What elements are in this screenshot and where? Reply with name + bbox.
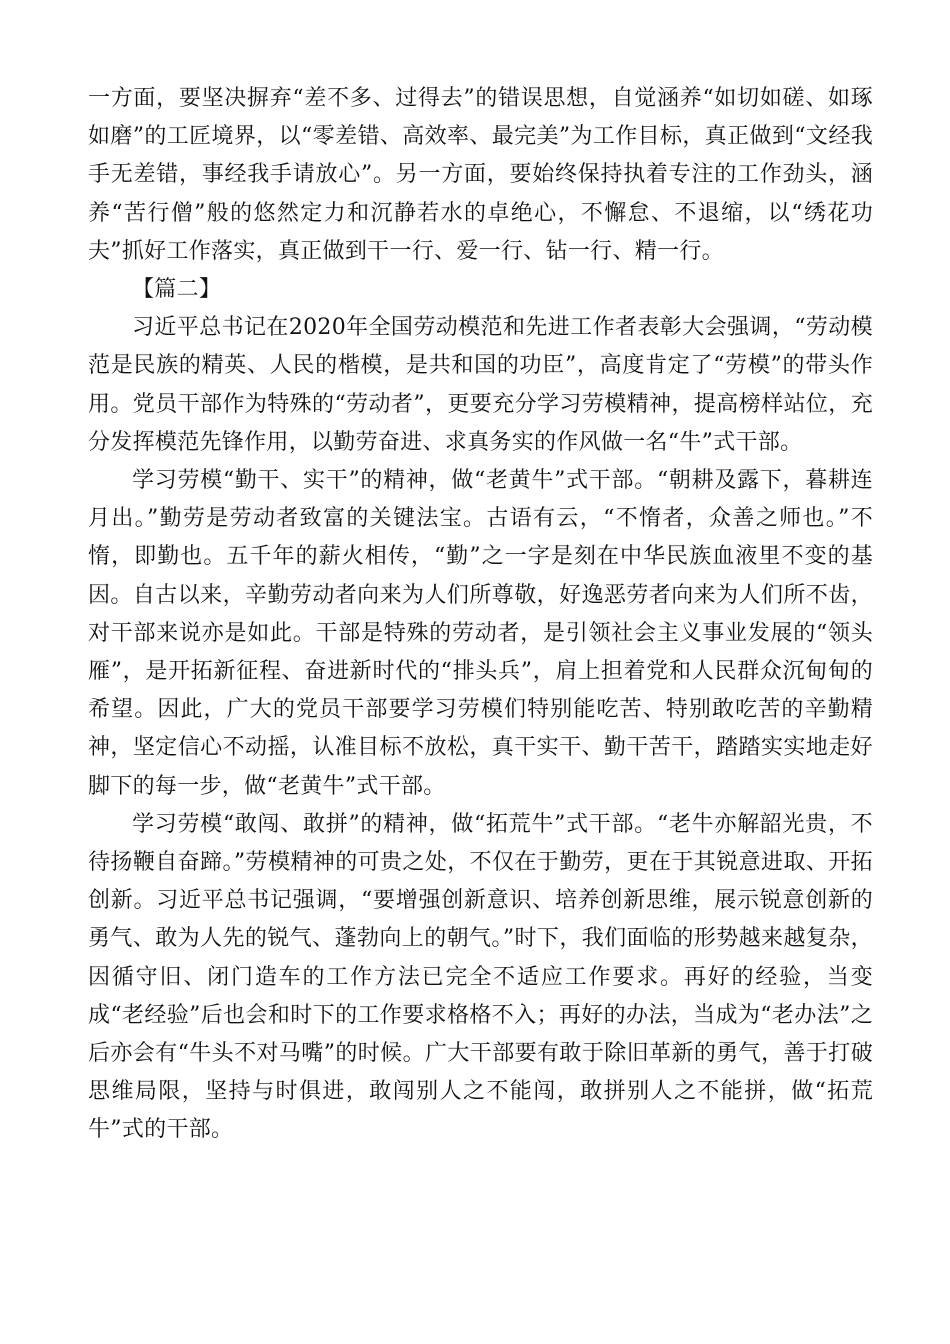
section-heading: 【篇二】: [132, 277, 222, 303]
paragraph-pioneer-ox: 学习劳模“敢闯、敢拼”的精神，做“拓荒牛”式干部。“老牛亦解韶光贵，不待扬鞭自奋蹄。”劳模精神的可贵之处，不仅在于勤劳，更在于其锐意进取、开拓创新。习近平总书记强调，“要增强创新意识、培养创新思维，展示锐意创新的勇气、敢为人先的锐气、蓬勃向上的朝气。”时下，我们面临的形势越来越复杂，因循守旧、闭门造车的工作方法已完全不适应工作要求。再好的经验，当变成“老经验”后也会和时下的工作要求格格不入；再好的办法，当成为“老办法”之后亦会有“牛头不对马嘴”的时候。广大干部要有敢于除旧革新的勇气，善于打破思维局限，坚持与时俱进，敢闯别人之不能闯，敢拼别人之不能拼，做“拓荒牛”式的干部。: [88, 811, 873, 1143]
document-page: [88, 80, 873, 1150]
paragraph-continuation: 一方面，要坚决摒弃“差不多、过得去”的错误思想，自觉涵养“如切如磋、如琢如磨”的工匠境界，以“零差错、高效率、最完美”为工作目标，真正做到“文经我手无差错，事经我手请放心”。另一方面，要始终保持执着专注的工作劲头，涵养“苦行僧”般的悠然定力和沉静若水的卓绝心，不懈怠、不退缩，以“绣花功夫”抓好工作落实，真正做到干一行、爱一行、钻一行、精一行。: [88, 86, 873, 264]
paragraph-intro: 习近平总书记在2020年全国劳动模范和先进工作者表彰大会强调，“劳动模范是民族的精英、人民的楷模，是共和国的功臣”，高度肯定了“劳模”的带头作用。党员干部作为特殊的“劳动者”，更要充分学习劳模精神，提高榜样站位，充分发挥模范先锋作用，以勤劳奋进、求真务实的作风做一名“牛”式干部。: [88, 315, 873, 455]
paragraph-old-ox: 学习劳模“勤干、实干”的精神，做“老黄牛”式干部。“朝耕及露下，暮耕连月出。”勤劳是劳动者致富的关键法宝。古语有云，“不惰者，众善之师也。”不惰，即勤也。五千年的薪火相传，“勤”之一字是刻在中华民族血液里不变的基因。自古以来，辛勤劳动者向来为人们所尊敬，好逸恶劳者向来为人们所不齿，对干部来说亦是如此。干部是特殊的劳动者，是引领社会主义事业发展的“领头雁”，是开拓新征程、奋进新时代的“排头兵”，肩上担着党和人民群众沉甸甸的希望。因此，广大的党员干部要学习劳模们特别能吃苦、特别敢吃苦的辛勤精神，坚定信心不动摇，认准目标不放松，真干实干、勤干苦干，踏踏实实地走好脚下的每一步，做“老黄牛”式干部。: [88, 468, 873, 799]
